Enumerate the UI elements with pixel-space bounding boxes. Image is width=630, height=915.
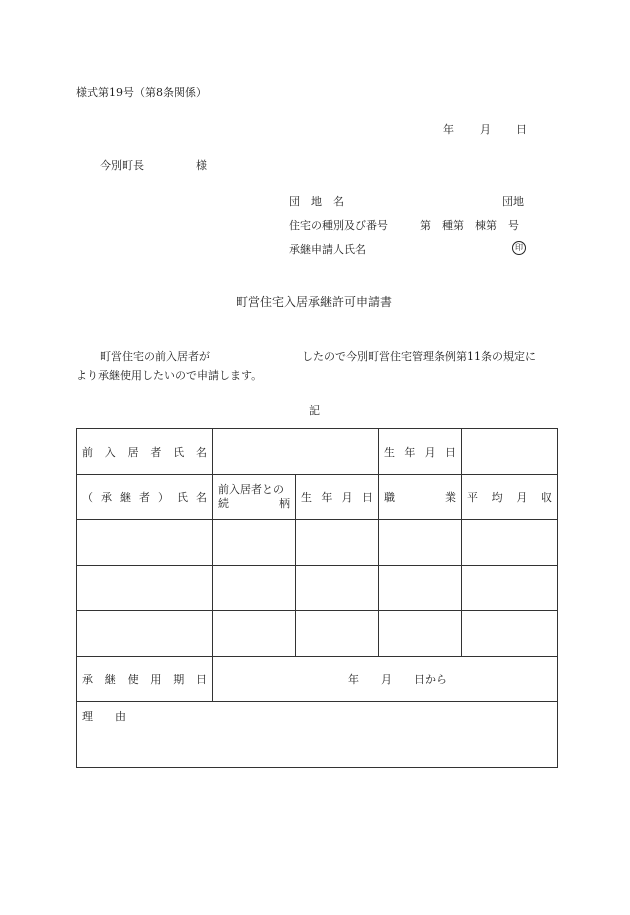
applicant-label: 承継申請人氏名 [289, 243, 366, 256]
successor-name-label [77, 475, 213, 520]
housing-value: 第 種第 棟第 号 [420, 219, 519, 232]
label-char: 日 [195, 673, 207, 686]
successor-cell[interactable] [213, 566, 296, 611]
use-period-label [77, 657, 213, 702]
successor-cell[interactable] [379, 520, 462, 566]
reason-field[interactable] [77, 702, 558, 768]
label-char: 年 [321, 491, 333, 504]
label-char: 承 [101, 491, 112, 504]
label-char: 入 [104, 445, 116, 459]
birth-date2-text [301, 489, 373, 505]
label-char: 年 [404, 445, 416, 459]
relation-line2 [218, 497, 290, 511]
successor-cell[interactable] [296, 611, 379, 657]
addressee-name: 今別町長 [100, 159, 144, 172]
label-char: 承 [82, 673, 93, 686]
occupation-label [379, 475, 462, 520]
birth-date-text [384, 444, 456, 460]
use-period-value: 年 月 日から [348, 673, 447, 686]
label-char: 均 [491, 491, 503, 504]
label-char: 氏 [177, 491, 188, 504]
application-table [76, 428, 558, 768]
date-day: 日 [516, 123, 527, 136]
relation-label [213, 475, 296, 520]
label-char: 生 [384, 445, 395, 459]
date-year: 年 [443, 123, 454, 136]
date-month: 月 [480, 123, 491, 136]
prev-resident-name-label [77, 429, 213, 475]
relation-line1: 前入居者との [218, 483, 284, 497]
ki-label: 記 [309, 404, 320, 417]
relation-line2-a: 続 [218, 497, 229, 510]
label-char: 月 [341, 491, 353, 504]
successor-cell[interactable] [379, 611, 462, 657]
label-char: ） [158, 491, 169, 504]
label-char: 者 [139, 491, 150, 504]
successor-cell[interactable] [77, 566, 213, 611]
successor-row [77, 520, 558, 566]
label-char: 名 [196, 491, 207, 504]
housing-label: 住宅の種別及び番号 [289, 219, 388, 232]
label-char: 使 [127, 673, 139, 686]
label-char: 氏 [173, 445, 185, 459]
income-label [462, 475, 558, 520]
label-char: 者 [150, 445, 162, 459]
prev-resident-name-field[interactable] [213, 429, 379, 475]
successor-cell[interactable] [213, 520, 296, 566]
successor-row [77, 611, 558, 657]
label-char: 平 [467, 491, 478, 504]
use-period-field[interactable] [213, 657, 558, 702]
body-line1-b: したので今別町営住宅管理条例第11条の規定に [302, 350, 536, 363]
label-char: 日 [361, 491, 373, 504]
body-line1-a: 町営住宅の前入居者が [100, 350, 210, 363]
successor-cell[interactable] [379, 566, 462, 611]
document-title: 町営住宅入居承継許可申請書 [236, 295, 393, 309]
birth-date2-label [296, 475, 379, 520]
successor-cell[interactable] [462, 611, 558, 657]
birth-date-label [379, 429, 462, 475]
use-period-text [82, 671, 207, 687]
successor-cell[interactable] [296, 520, 379, 566]
label-char: 名 [195, 445, 207, 459]
relation-line2-b: 柄 [279, 497, 290, 510]
occupation-text [384, 489, 456, 505]
label-char: 日 [444, 445, 456, 459]
successor-name-text [82, 489, 207, 505]
label-char: 居 [127, 445, 139, 459]
body-line2: より承継使用したいので申請します。 [76, 369, 263, 382]
form-number: 様式第19号（第8条関係） [76, 86, 207, 99]
addressee-honorific: 様 [196, 159, 207, 172]
danchi-label: 団 地 名 [289, 195, 344, 208]
label-char: 月 [424, 445, 436, 459]
label-char: 生 [301, 491, 312, 504]
occupation-a: 職 [384, 491, 395, 504]
successor-cell[interactable] [462, 520, 558, 566]
successor-cell[interactable] [213, 611, 296, 657]
income-text [467, 489, 552, 505]
label-char: 継 [120, 491, 131, 504]
label-char: 継 [104, 673, 116, 686]
label-char: 期 [173, 673, 185, 686]
birth-date-field[interactable] [462, 429, 558, 475]
successor-cell[interactable] [462, 566, 558, 611]
occupation-b: 業 [445, 491, 456, 504]
label-char: 用 [150, 673, 162, 686]
reason-label: 理 由 [82, 710, 126, 723]
successor-cell[interactable] [296, 566, 379, 611]
prev-resident-name-text [82, 444, 207, 460]
label-char: （ [82, 491, 93, 504]
label-char: 前 [82, 445, 93, 459]
seal-mark: 印 [512, 241, 526, 255]
successor-row [77, 566, 558, 611]
successor-cell[interactable] [77, 611, 213, 657]
successor-cell[interactable] [77, 520, 213, 566]
label-char: 月 [516, 491, 528, 504]
label-char: 収 [540, 491, 552, 504]
danchi-suffix: 団地 [502, 195, 524, 208]
